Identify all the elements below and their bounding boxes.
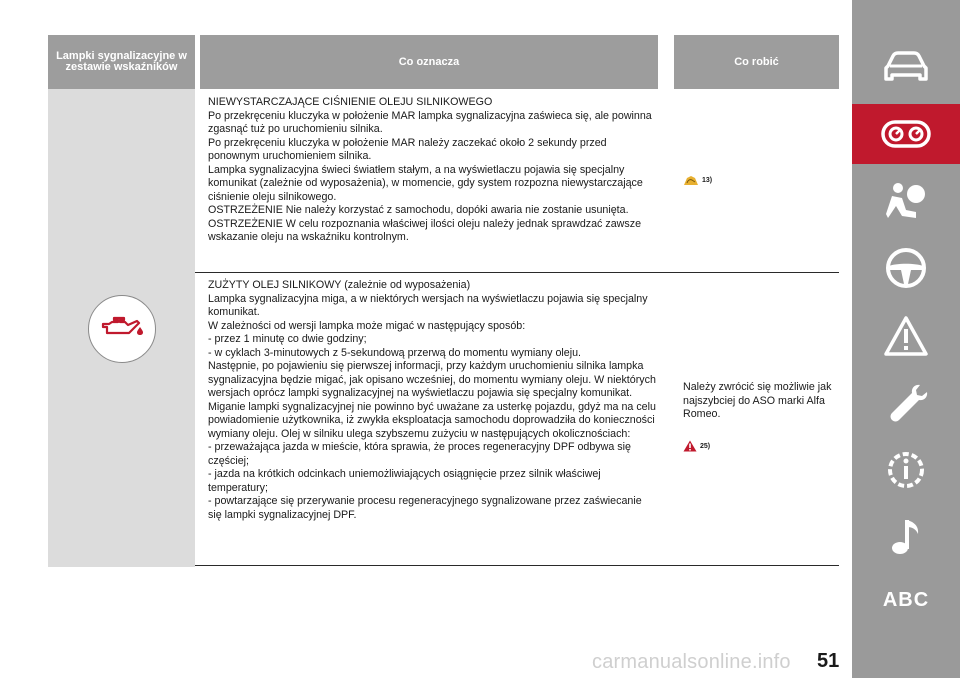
settings-info-icon bbox=[884, 448, 928, 492]
chapter-sidebar bbox=[852, 0, 960, 678]
warning-lamps-table bbox=[48, 35, 839, 567]
row-text: - w cyklach 3-minutowych z 5-sekundową przerwą do momentu wymiany oleju. bbox=[208, 346, 582, 359]
dashboard-gauges-icon bbox=[881, 119, 931, 149]
note-number: 13) bbox=[702, 176, 713, 184]
row-description bbox=[208, 96, 658, 245]
row-title: NIEWYSTARCZAJĄCE CIŚNIENIE OLEJU SILNIKOWEGO bbox=[208, 96, 493, 108]
header-meaning: Co oznacza bbox=[200, 35, 658, 89]
header-lamps: Lampki sygnalizacyjne w zestawie wskaźników bbox=[48, 35, 195, 89]
table-row bbox=[195, 89, 839, 273]
warning-lamp-badge bbox=[88, 295, 156, 363]
table-header bbox=[48, 35, 839, 89]
warning-triangle-icon bbox=[883, 315, 929, 357]
row-warning: OSTRZEŻENIE Nie należy korzystać z samochodu, dopóki awaria nie zostanie usunięta. bbox=[208, 204, 629, 216]
steering-wheel-icon bbox=[884, 246, 928, 290]
row-text: Po przekręceniu kluczyka w położenie MAR lampka sygnalizacyjna zaświeca się, ale powinna zgasnąć tuż po uruchomieniu silnika. bbox=[208, 109, 652, 135]
sidebar-item-emergency[interactable] bbox=[852, 306, 960, 366]
row-text: - jazda na krótkich odcinkach uniemożliwiających osiągnięcie przez silnik właściwej temperatury; bbox=[208, 468, 601, 494]
row-text: - przez 1 minutę co dwie godziny; bbox=[208, 333, 367, 345]
watermark: carmanualsonline.info bbox=[592, 651, 791, 673]
sidebar-item-safety[interactable] bbox=[852, 172, 960, 232]
sidebar-item-driving[interactable] bbox=[852, 238, 960, 298]
table-row bbox=[195, 273, 839, 566]
oil-can-icon bbox=[99, 316, 145, 340]
warning-triangle-icon bbox=[683, 440, 697, 452]
row-description bbox=[208, 279, 658, 522]
sidebar-item-car[interactable] bbox=[852, 37, 960, 97]
row-text: - przeważająca jazda w mieście, która sprawia, że proces regeneracyjny DPF odbywa się częściej; bbox=[208, 441, 631, 467]
row-text: Następnie, po pojawieniu się pierwszej informacji, przy każdym uruchomieniu silnika lampka sygnalizacyjna będzie migać, jak opisano wcześniej, do momentu wymiany oleju. W niektórych wersjach oprócz lampki sygnalizacyjnej na wyświetlaczu pojawia się specjalny komunikat. Miganie lampki sygnalizacyjnej nie powinno być uważane za usterkę pojazdu, gdyż ma na celu powiadomienie użytkownika, iż zwykła eksploatacja samochodu doprowadziła do konieczności wymiany oleju. Olej w silniku ulega szybszemu zużyciu w następujących okolicznościach: bbox=[208, 360, 656, 440]
note-reference[interactable] bbox=[683, 174, 712, 186]
sidebar-item-maintenance[interactable] bbox=[852, 373, 960, 433]
note-number: 25) bbox=[700, 442, 711, 450]
sidebar-item-dashboard[interactable] bbox=[852, 104, 960, 164]
car-icon bbox=[882, 50, 930, 84]
caution-hand-icon bbox=[683, 174, 699, 186]
sidebar-item-index[interactable]: ABC bbox=[882, 588, 930, 611]
row-text: W zależności od wersji lampka może migać w następujący sposób: bbox=[208, 319, 526, 332]
row-title: ZUŻYTY OLEJ SILNIKOWY (zależnie od wyposażenia) bbox=[208, 279, 471, 291]
row-text: Lampka sygnalizacyjna świeci światłem stałym, a na wyświetlaczu pojawia się specjalny komunikat (zależnie od wyposażenia), w momencie, gdy system rozpozna niewystarczające ciśnienie oleju silnikowego. bbox=[208, 163, 643, 203]
table-body bbox=[48, 89, 839, 567]
row-text: Po przekręceniu kluczyka w położenie MAR należy zaczekać około 2 sekundy przed ponownym uruchomieniem silnika. bbox=[208, 136, 607, 162]
note-reference[interactable] bbox=[683, 440, 710, 452]
sidebar-item-multimedia[interactable] bbox=[852, 506, 960, 566]
lamp-icon-cell bbox=[48, 89, 195, 567]
row-warning: OSTRZEŻENIE W celu rozpoznania właściwej ilości oleju należy jednak sprawdzać zawsze wskazanie oleju na wskaźniku kontrolnym. bbox=[208, 217, 642, 243]
header-action: Co robić bbox=[674, 35, 839, 89]
row-action: Należy zwrócić się możliwie jak najszybciej do ASO marki Alfa Romeo. bbox=[683, 381, 832, 420]
music-note-icon bbox=[886, 514, 926, 558]
row-text: Lampka sygnalizacyjna miga, a w niektórych wersjach na wyświetlaczu pojawia się specjalny komunikat. bbox=[208, 292, 648, 318]
wrench-icon bbox=[884, 381, 928, 425]
row-text: - powtarzające się przerywanie procesu regeneracyjnego sygnalizowane przez zaświecanie się lampki sygnalizacyjnej DPF. bbox=[208, 495, 642, 521]
page-number: 51 bbox=[817, 650, 840, 672]
airbag-person-icon bbox=[884, 180, 928, 224]
sidebar-item-technical-data[interactable] bbox=[852, 440, 960, 500]
